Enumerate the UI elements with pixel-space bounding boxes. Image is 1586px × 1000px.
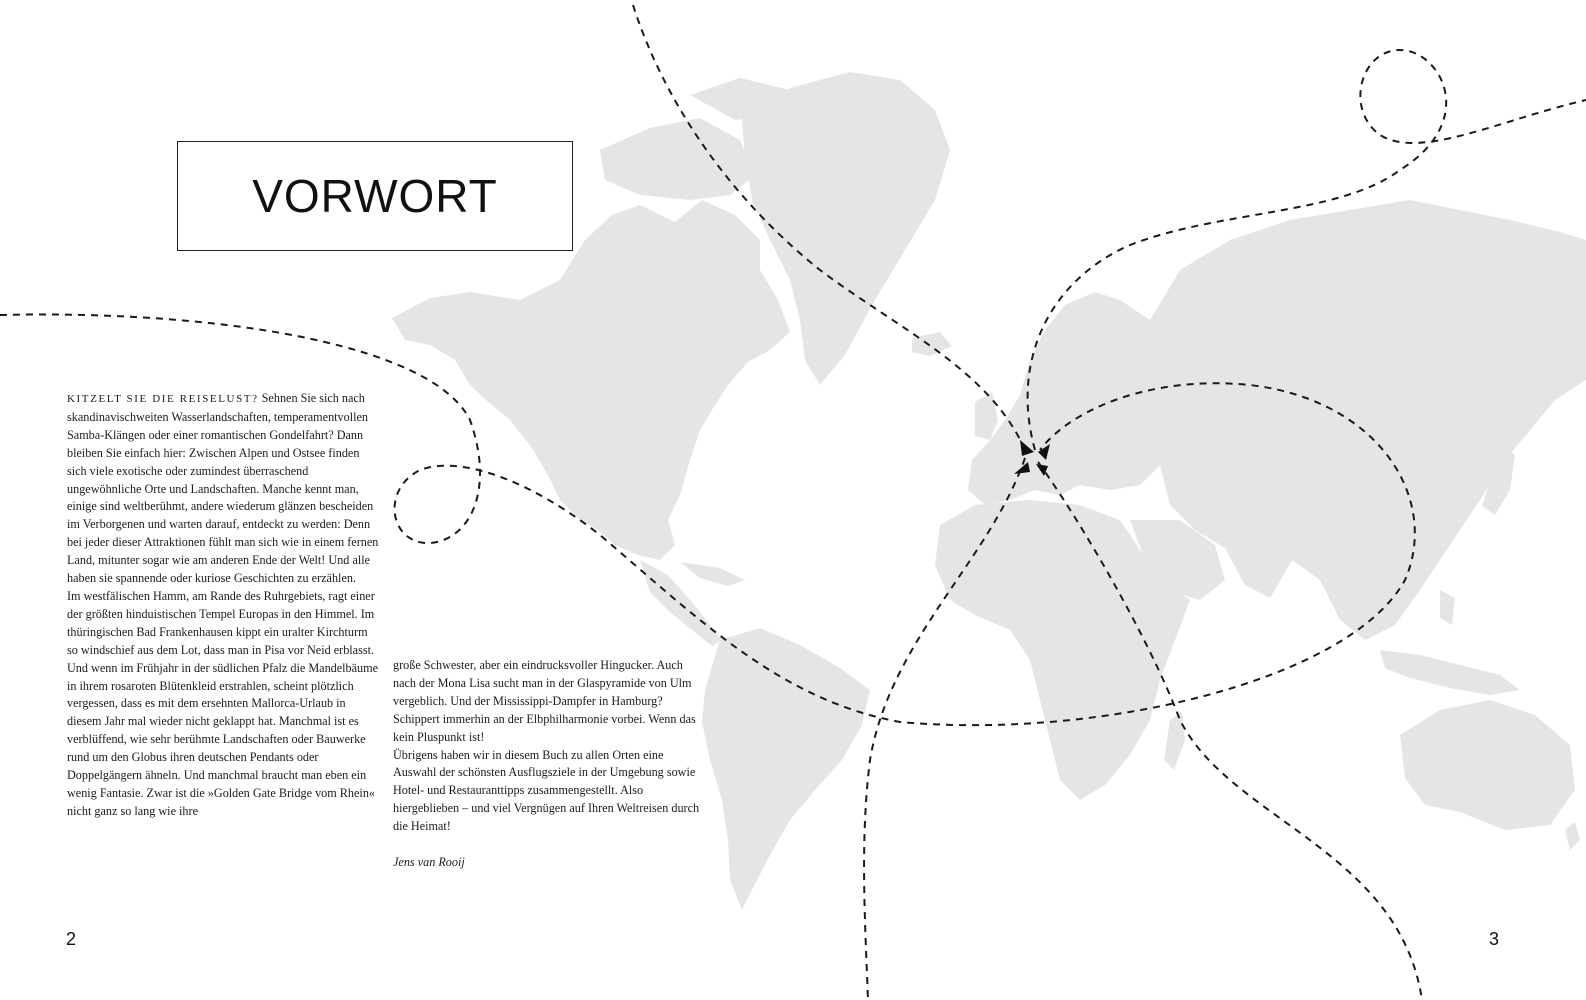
land-south-america [702,628,870,910]
text-column-left [67,390,379,821]
page-number-left: 2 [66,929,77,949]
paragraph: Übrigens haben wir in diesem Buch zu allen Orten eine Auswahl der schönsten Ausflugsziele in der Umgebung sowie Hotel- und Restauranttipps zusammengestellt. Also hiergeblieben – und viel Vergnügen auf Ihren Weltreisen durch die Heimat! [393,747,700,834]
land-caribbean [680,562,745,586]
land-philippines [1440,590,1455,625]
paragraph: Im westfälischen Hamm, am Rande des Ruhrgebiets, ragt einer der größten hinduistischen Tempel Europas in den Himmel. Im thüringischen Bad Frankenhausen kippt ein uralter Kirchturm so windschief aus dem Lot, dass man in Pisa vor Neid erblasst. Und wenn im Frühjahr in der südlichen Pfalz die Mandelbäume in ihrem rosaroten Blütenkleid erstrahlen, scheint plötzlich vergessen, dass es mit dem ersehnten Mallorca-Urlaub in diesem Jahr mal wieder nicht geklappt hat. Manchmal ist es verblüffend, wie sehr berühmte Landschaften oder Bauwerke rund um den Globus ihren deutschen Pendants oder Doppelgängern ähneln. Und manchmal braucht man eben ein wenig Fantasie. Zwar ist die »Golden Gate Bridge vom Rhein« nicht ganz so lang wie ihre [67,588,379,818]
paragraph [67,390,379,588]
land-arctic-islands [600,118,755,200]
text-column-right [393,657,705,872]
signature: Jens van Rooij [393,855,465,870]
land-iceland [912,332,952,356]
land-indonesia [1380,650,1520,695]
paragraph-text: Sehnen Sie sich nach skandinavischweiten Wasserlandschaften, temperamentvollen Samba-Klängen oder einer romantischen Gondelfahrt? Dann bleiben Sie einfach hier: Zwischen Alpen und Ostsee finden sich viele exotische oder zumindest überraschend ungewöhnliche Orte und Landschaften. Manche kennt man, einige sind weltberühmt, andere wiederum glänzen bescheiden im Verborgenen und warten darauf, entdeckt zu werden: Denn bei jeder dieser Attraktionen fühlt man sich wie in einem fernen Land, mitunter sogar wie am anderen Ende der Welt! Und alle haben sie spannende oder kuriose Geschichten zu erzählen. [67,391,379,586]
lead-in: KITZELT SIE DIE REISELUST? [67,393,259,405]
land-uk [975,392,998,440]
paragraph: große Schwester, aber ein eindrucksvoller Hingucker. Auch nach der Mona Lisa sucht man in der Glaspyramide von Ulm vergeblich. Und der Mississippi-Dampfer in Hamburg? Schippert immerhin an der Elbphilharmonie vorbei. Wenn das kein Pluspunkt ist! [393,658,696,744]
land-madagascar [1164,712,1185,770]
land-europe [968,292,1175,505]
land-north-america [392,200,790,560]
land-australia [1400,700,1575,830]
title-box [177,141,573,251]
page-number-right: 3 [1489,929,1500,949]
land-new-zealand [1565,822,1580,850]
page-title: VORWORT [252,170,498,222]
